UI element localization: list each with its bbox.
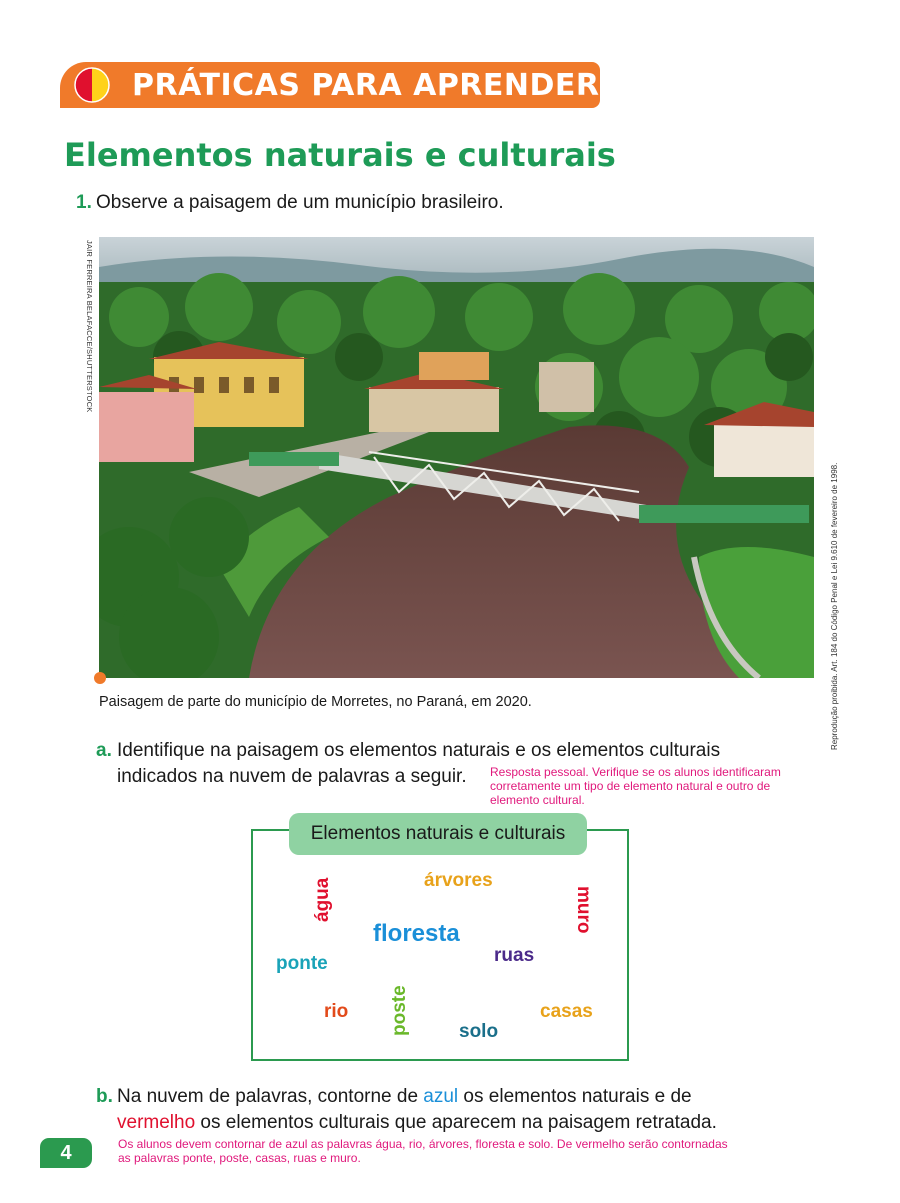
blue-keyword: azul <box>423 1086 459 1107</box>
section-banner <box>60 62 600 108</box>
question-number: 1. <box>76 192 92 213</box>
word-floresta: floresta <box>373 920 460 947</box>
page-title: Elementos naturais e culturais <box>64 136 616 174</box>
photo-credit: JAIR FERREIRA BELAFACCE/SHUTTERSTOCK <box>85 240 94 413</box>
landscape-photo <box>99 237 814 678</box>
item-a-line2: indicados na nuvem de palavras a seguir. <box>117 766 467 787</box>
red-keyword: vermelho <box>117 1112 196 1133</box>
item-a-answer: Resposta pessoal. Verifique se os alunos identificaram corretamente um tipo de elemento natural e outro de elemento cultural. <box>490 765 781 807</box>
item-a-letter: a. <box>96 740 112 761</box>
item-a-line1: Identifique na paisagem os elementos naturais e os elementos culturais <box>117 740 721 761</box>
word-solo: solo <box>459 1021 499 1042</box>
item-b-line1: Na nuvem de palavras, contorne de azul os elementos naturais e de <box>117 1086 692 1107</box>
word-arvores: árvores <box>424 870 493 891</box>
word-ponte: ponte <box>276 953 328 974</box>
photo-marker <box>94 672 106 684</box>
question-text: Observe a paisagem de um município brasileiro. <box>96 192 504 213</box>
word-rio: rio <box>324 1001 349 1022</box>
banner-title: PRÁTICAS PARA APRENDER <box>132 68 600 103</box>
copyright-note: Reprodução proibida. Art. 184 do Código Penal e Lei 9.610 de fevereiro de 1998. <box>830 462 839 750</box>
page-number: 4 <box>40 1138 92 1168</box>
item-b-line2: vermelho os elementos culturais que aparecem na paisagem retratada. <box>117 1112 717 1133</box>
photo-caption: Paisagem de parte do município de Morretes, no Paraná, em 2020. <box>99 694 532 710</box>
item-b-answer: Os alunos devem contornar de azul as palavras água, rio, árvores, floresta e solo. De vermelho serão contornadas as palavras ponte, poste, casas, ruas e muro. <box>118 1137 728 1165</box>
word-ruas: ruas <box>494 945 535 966</box>
word-casas: casas <box>540 1001 593 1022</box>
word-cloud-label: Elementos naturais e culturais <box>289 813 587 855</box>
item-b-letter: b. <box>96 1086 113 1107</box>
word-agua: água <box>312 877 333 922</box>
word-poste: poste <box>389 985 410 1036</box>
word-muro: muro <box>573 886 594 934</box>
half-circle-icon <box>74 67 110 103</box>
